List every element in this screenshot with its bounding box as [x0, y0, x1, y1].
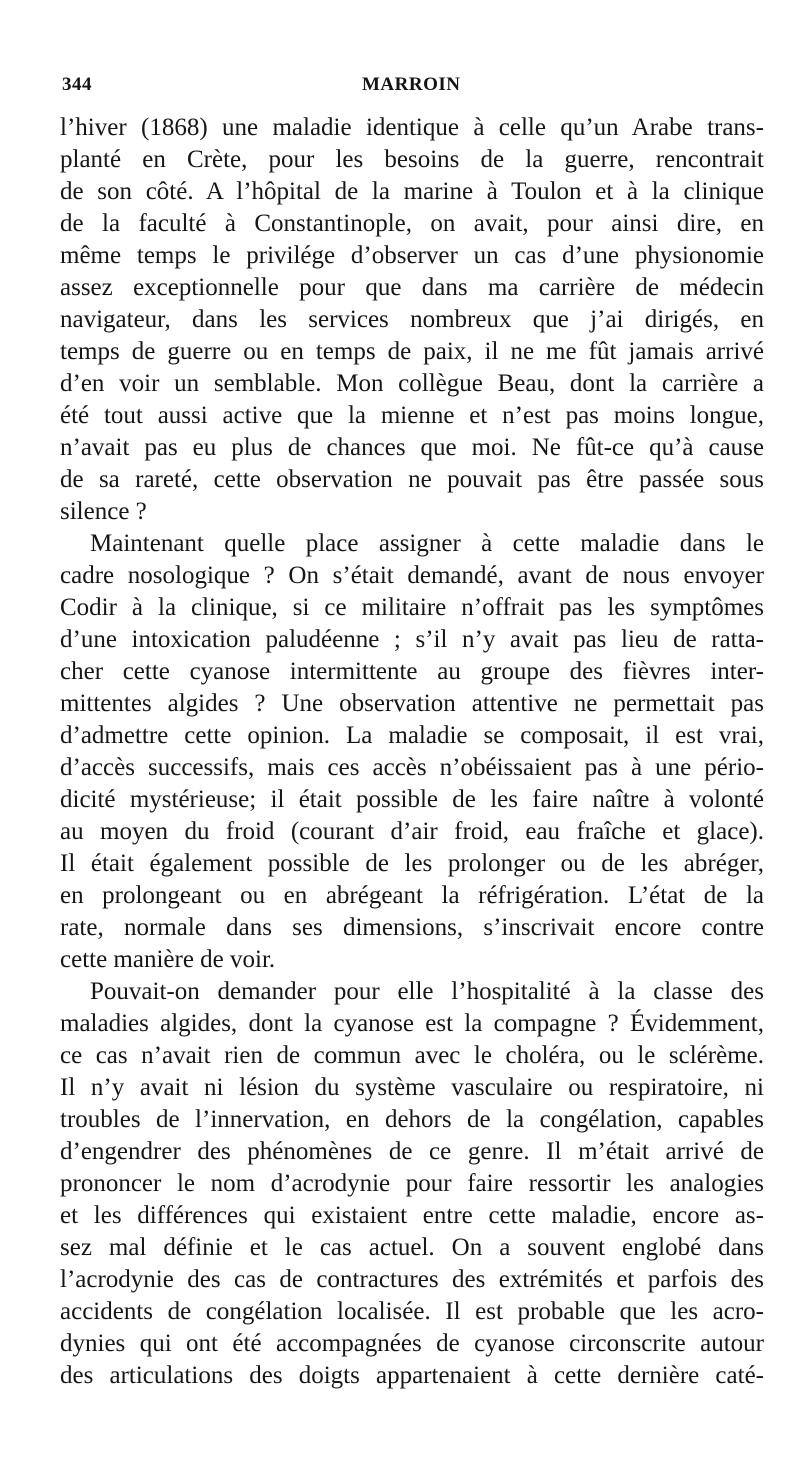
text-line: l’acrodynie des cas de contractures des extrémités et parfois des — [60, 1266, 764, 1293]
running-head — [62, 74, 762, 98]
text-line: de son côté. A l’hôpital de la marine à Toulon et à la clinique — [60, 178, 764, 205]
text-line: cette manière de voir. — [60, 946, 276, 973]
text-line: planté en Crète, pour les besoins de la guerre, rencontrait — [60, 146, 764, 173]
text-line: de sa rareté, cette observation ne pouvait pas être passée sous — [60, 466, 764, 493]
text-line: sez mal définie et le cas actuel. On a souvent englobé dans — [60, 1234, 764, 1261]
text-line: cadre nosologique ? On s’était demandé, avant de nous envoyer — [60, 562, 764, 589]
text-line: prononcer le nom d’acrodynie pour faire ressortir les analogies — [60, 1170, 764, 1197]
text-line: d’admettre cette opinion. La maladie se composait, il est vrai, — [60, 722, 764, 749]
body-text — [60, 112, 764, 1392]
text-line: dynies qui ont été accompagnées de cyanose circonscrite autour — [60, 1330, 764, 1357]
text-line: d’engendrer des phénomènes de ce genre. Il m’était arrivé de — [60, 1138, 764, 1165]
text-line: mittentes algides ? Une observation attentive ne permettait pas — [60, 690, 764, 717]
text-line: cher cette cyanose intermittente au groupe des fièvres inter- — [60, 658, 764, 685]
text-line: même temps le privilége d’observer un cas d’une physionomie — [60, 242, 764, 269]
text-line: en prolongeant ou en abrégeant la réfrigération. L’état de la — [60, 882, 764, 909]
text-line: Il n’y avait ni lésion du système vasculaire ou respiratoire, ni — [60, 1074, 764, 1101]
text-line: au moyen du froid (courant d’air froid, eau fraîche et glace). — [60, 818, 764, 845]
text-line: accidents de congélation localisée. Il est probable que les acro- — [60, 1298, 764, 1325]
text-line: dicité mystérieuse; il était possible de les faire naître à volonté — [60, 786, 764, 813]
text-line: assez exceptionnelle pour que dans ma carrière de médecin — [60, 274, 764, 301]
text-line: n’avait pas eu plus de chances que moi. Ne fût-ce qu’à cause — [60, 434, 764, 461]
text-line: ce cas n’avait rien de commun avec le choléra, ou le sclérème. — [60, 1042, 764, 1069]
text-line: silence ? — [60, 498, 147, 525]
page-number: 344 — [62, 74, 92, 95]
text-line: maladies algides, dont la cyanose est la compagne ? Évidemment, — [60, 1010, 764, 1037]
text-line: temps de guerre ou en temps de paix, il ne me fût jamais arrivé — [60, 338, 764, 365]
running-title: MARROIN — [362, 74, 461, 95]
text-line: Pouvait-on demander pour elle l’hospitalité à la classe des — [90, 978, 764, 1005]
text-line: des articulations des doigts appartenaient à cette dernière caté- — [60, 1362, 764, 1389]
text-line: d’accès successifs, mais ces accès n’obéissaient pas à une pério- — [60, 754, 764, 781]
text-line: troubles de l’innervation, en dehors de la congélation, capables — [60, 1106, 764, 1133]
text-line: et les différences qui existaient entre cette maladie, encore as- — [60, 1202, 764, 1229]
text-line: d’une intoxication paludéenne ; s’il n’y avait pas lieu de ratta- — [60, 626, 764, 653]
text-line: navigateur, dans les services nombreux que j’ai dirigés, en — [60, 306, 764, 333]
text-line: Il était également possible de les prolonger ou de les abréger, — [60, 850, 764, 877]
text-line: Codir à la clinique, si ce militaire n’offrait pas les symptômes — [60, 594, 764, 621]
text-line: été tout aussi active que la mienne et n’est pas moins longue, — [60, 402, 764, 429]
text-line: rate, normale dans ses dimensions, s’inscrivait encore contre — [60, 914, 764, 941]
text-line: Maintenant quelle place assigner à cette maladie dans le — [90, 530, 764, 557]
text-line: de la faculté à Constantinople, on avait, pour ainsi dire, en — [60, 210, 764, 237]
text-line: d’en voir un semblable. Mon collègue Beau, dont la carrière a — [60, 370, 764, 397]
text-line: l’hiver (1868) une maladie identique à celle qu’un Arabe trans- — [60, 114, 764, 141]
